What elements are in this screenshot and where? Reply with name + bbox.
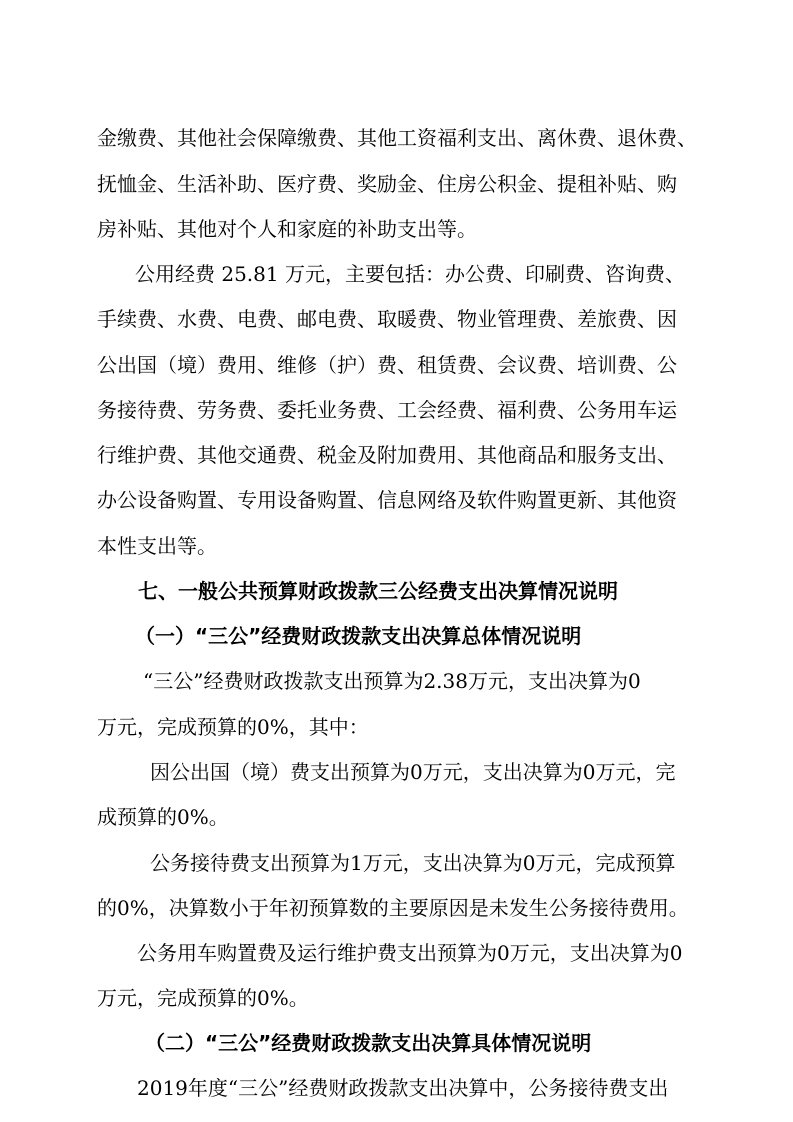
paragraph-line: 公务用车购置费及运行维护费支出预算为0万元，支出决算为0 xyxy=(137,941,683,965)
paragraph-line: 的0%，决算数小于年初预算数的主要原因是未发生公务接待费用。 xyxy=(97,896,689,920)
paragraph-line: 房补贴、其他对个人和家庭的补助支出等。 xyxy=(97,217,477,241)
paragraph-line: 抚恤金、生活补助、医疗费、奖励金、住房公积金、提租补贴、购 xyxy=(97,172,677,196)
subsection-heading: （二）“三公”经费财政拨款支出决算具体情况说明 xyxy=(145,1031,592,1055)
paragraph-line: 公出国（境）费用、维修（护）费、租赁费、会议费、培训费、公 xyxy=(97,353,677,377)
paragraph-line: 手续费、水费、电费、邮电费、取暖费、物业管理费、差旅费、因 xyxy=(97,307,677,331)
paragraph-line: 成预算的0%。 xyxy=(97,805,229,829)
paragraph-line: 行维护费、其他交通费、税金及附加费用、其他商品和服务支出、 xyxy=(97,443,677,467)
paragraph-line: 万元，完成预算的0%，其中： xyxy=(97,715,369,739)
paragraph-line: 万元，完成预算的0%。 xyxy=(97,986,309,1010)
paragraph-line: 金缴费、其他社会保障缴费、其他工资福利支出、离休费、退休费、 xyxy=(97,126,697,150)
paragraph-line: 办公设备购置、专用设备购置、信息网络及软件购置更新、其他资 xyxy=(97,488,677,512)
paragraph-line: 因公出国（境）费支出预算为0万元，支出决算为0万元，完 xyxy=(150,760,676,784)
paragraph-line: 务接待费、劳务费、委托业务费、工会经费、福利费、公务用车运 xyxy=(97,398,677,422)
paragraph-line: 公用经费 25.81 万元，主要包括：办公费、印刷费、咨询费、 xyxy=(135,262,685,286)
paragraph-line: 本性支出等。 xyxy=(97,534,217,558)
section-heading: 七、一般公共预算财政拨款三公经费支出决算情况说明 xyxy=(138,579,618,603)
paragraph-line: “三公”经费财政拨款支出预算为2.38万元，支出决算为0 xyxy=(143,669,641,693)
paragraph-line: 2019年度“三公”经费财政拨款支出决算中，公务接待费支出 xyxy=(137,1076,669,1100)
subsection-heading: （一）“三公”经费财政拨款支出决算总体情况说明 xyxy=(135,624,582,648)
paragraph-line: 公务接待费支出预算为1万元，支出决算为0万元，完成预算 xyxy=(150,851,676,875)
